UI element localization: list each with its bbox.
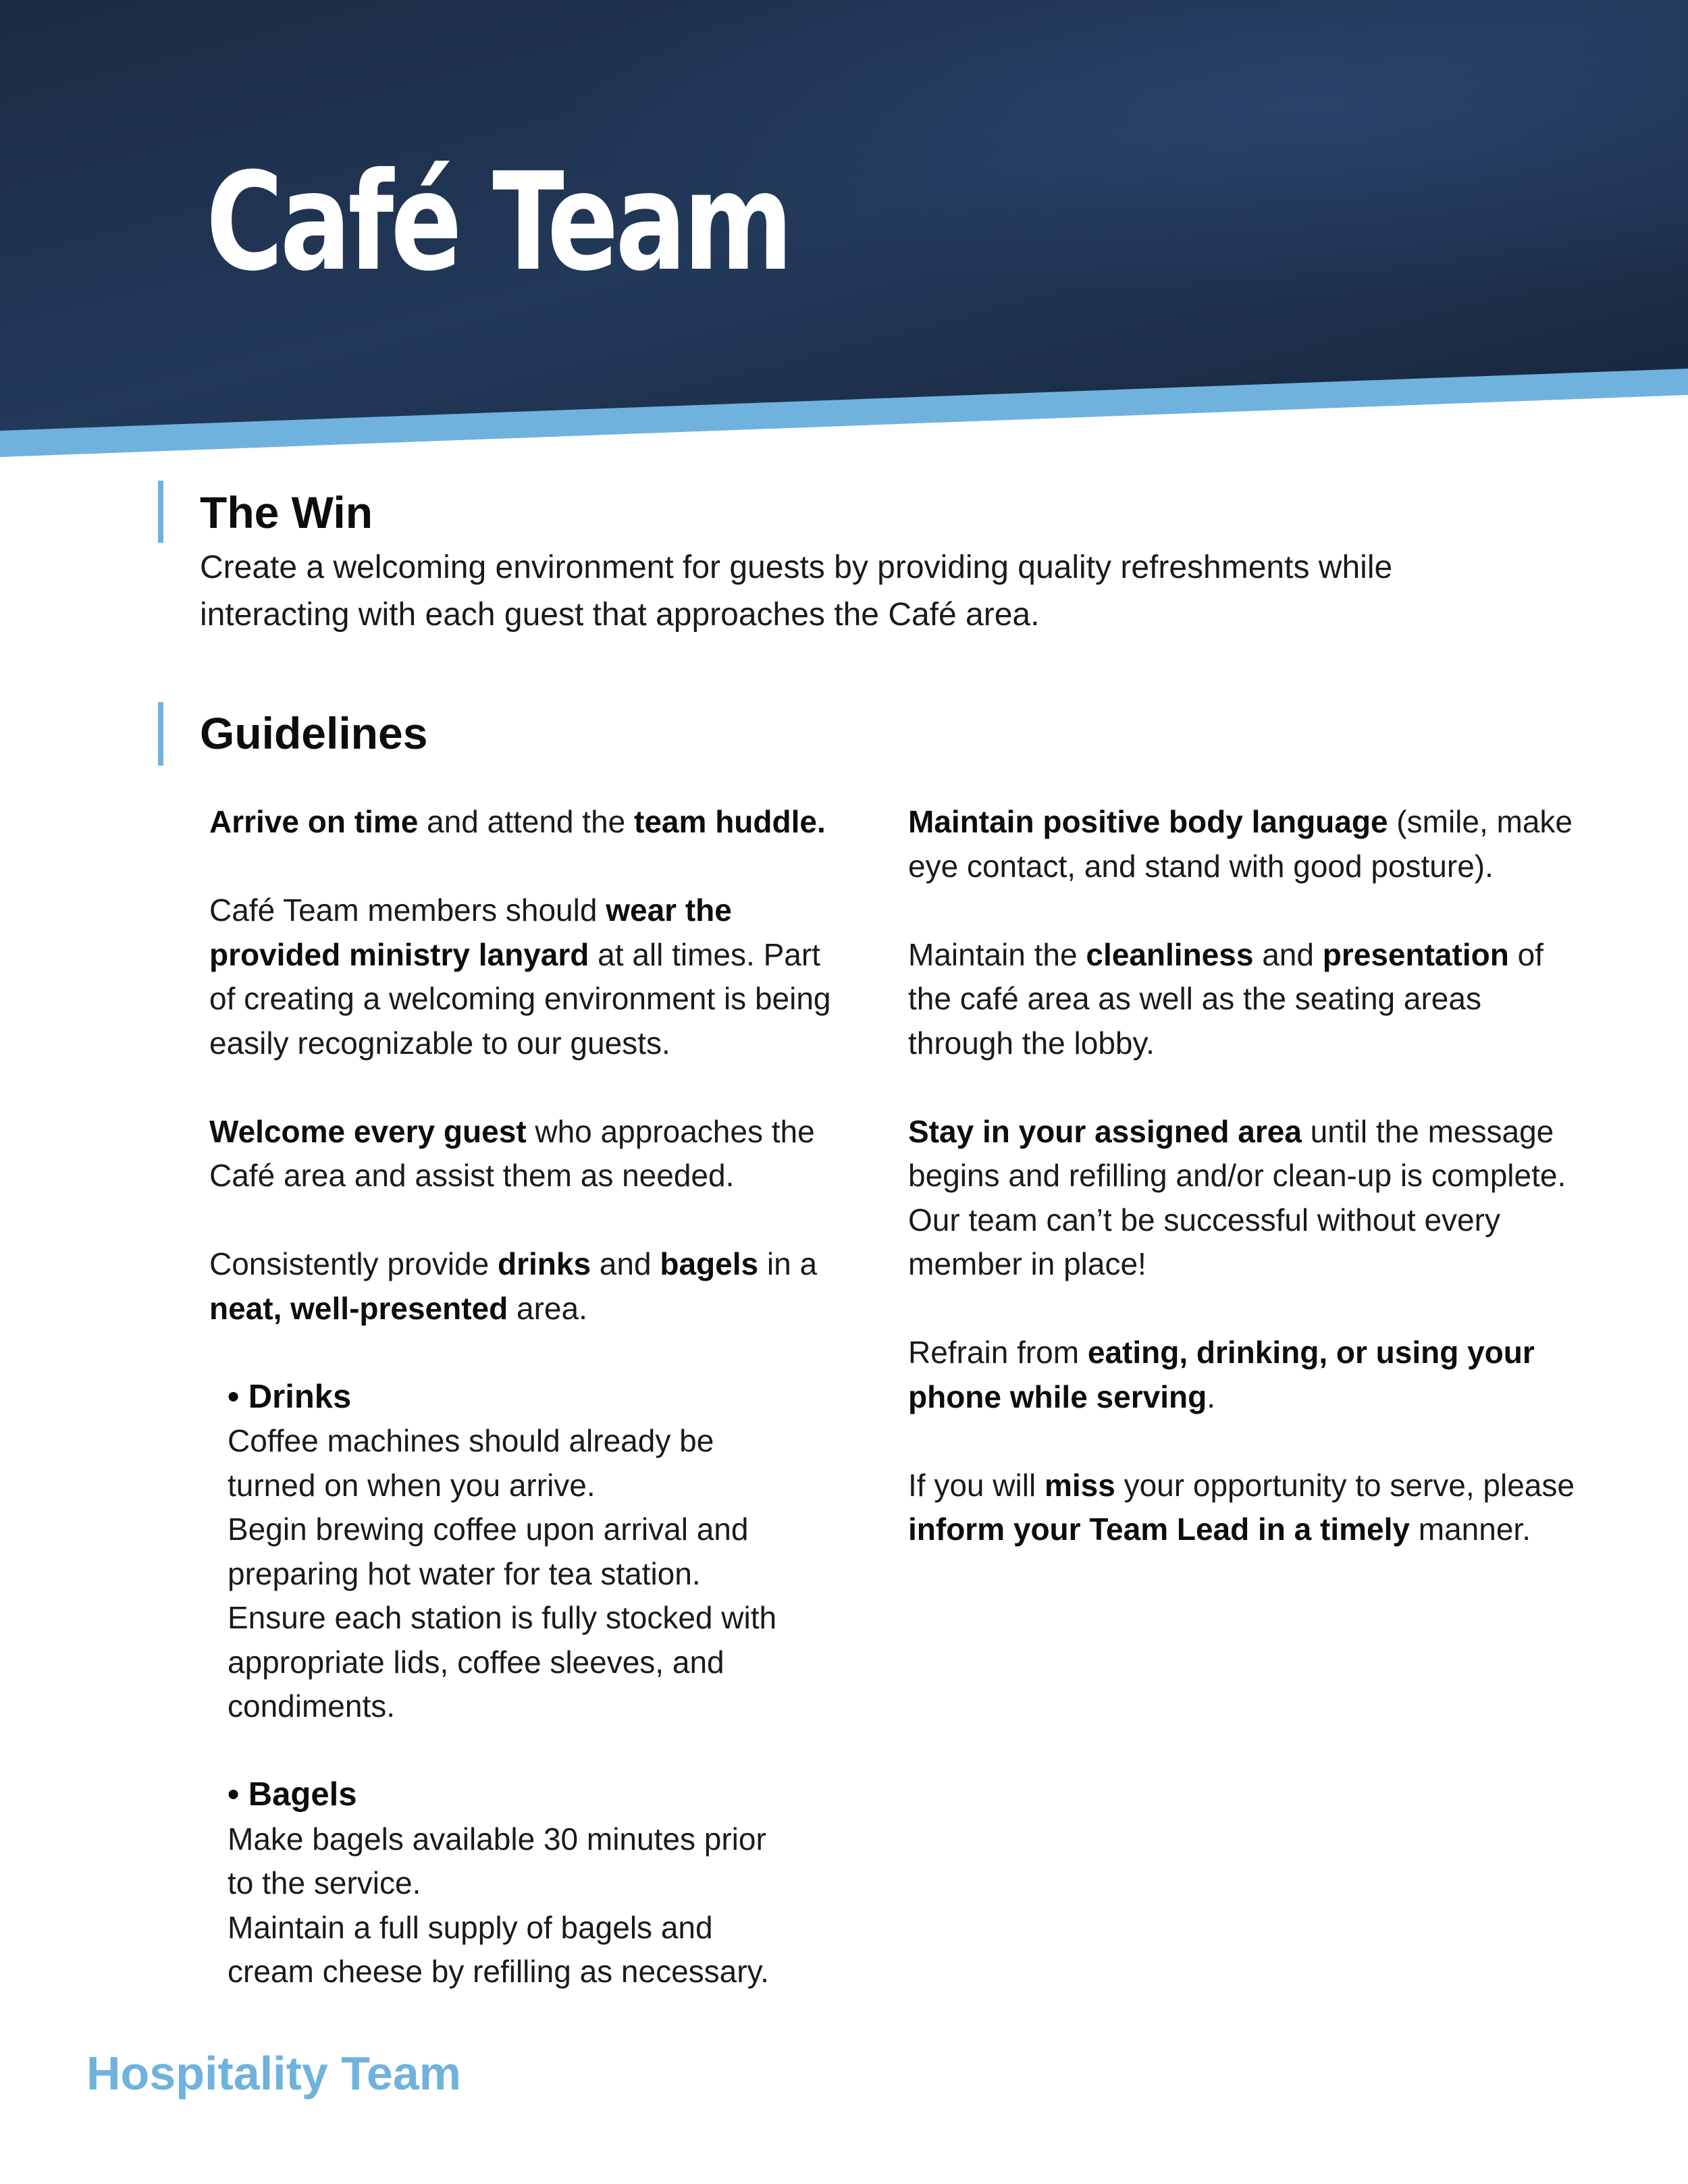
guideline-miss: If you will miss your opportunity to serve, please inform your Team Lead in a timely manner. xyxy=(908,1467,1575,1547)
drinks-list xyxy=(209,1375,788,1729)
guideline-arrive: Arrive on time and attend the team huddle. xyxy=(209,804,826,839)
win-text: Create a welcoming environment for guests by providing quality refreshments while interacting with each guest that approaches the Café area. xyxy=(200,550,1393,633)
bagels-item: Maintain a full supply of bagels and cream cheese by refilling as necessary. xyxy=(228,1909,769,1989)
guideline-provide: Consistently provide drinks and bagels in a neat, well-presented area. xyxy=(209,1246,818,1326)
drinks-item: Begin brewing coffee upon arrival and preparing hot water for tea station. xyxy=(228,1512,749,1591)
guideline-welcome: Welcome every guest who approaches the Café area and assist them as needed. xyxy=(209,1113,815,1193)
guidelines-heading: Guidelines xyxy=(200,708,428,758)
drinks-heading: • Drinks xyxy=(228,1378,352,1415)
drinks-item: Ensure each station is fully stocked with appropriate lids, coffee sleeves, and condiments. xyxy=(228,1600,777,1724)
drinks-item: Coffee machines should already be turned on when you arrive. xyxy=(228,1423,714,1503)
bagels-heading: • Bagels xyxy=(228,1776,357,1813)
guidelines-right-column xyxy=(908,800,1577,1596)
guidelines-section-bar xyxy=(158,702,163,766)
footer-label: Hospitality Team xyxy=(86,2047,461,2100)
guideline-refrain: Refrain from eating, drinking, or using your phone while serving. xyxy=(908,1335,1535,1414)
guidelines-left-column xyxy=(209,800,844,2038)
win-heading: The Win xyxy=(200,487,373,537)
win-section-bar xyxy=(158,481,163,543)
bagels-list xyxy=(209,1773,788,1994)
page-title: Café Team xyxy=(206,144,790,301)
guideline-body-language: Maintain positive body language (smile, make eye contact, and stand with good posture). xyxy=(908,804,1573,884)
guideline-assigned-area: Stay in your assigned area until the message begins and refilling and/or clean-up is complete. Our team can’t be successful without every member in place! xyxy=(908,1113,1566,1281)
bagels-item: Make bagels available 30 minutes prior to the service. xyxy=(228,1821,766,1900)
guideline-lanyard: Café Team members should wear the provided ministry lanyard at all times. Part of creating a welcoming environment is being easily recognizable to our guests. xyxy=(209,893,831,1061)
header-banner xyxy=(0,0,1688,459)
guideline-cleanliness: Maintain the cleanliness and presentation of the café area as well as the seating areas through the lobby. xyxy=(908,936,1544,1061)
